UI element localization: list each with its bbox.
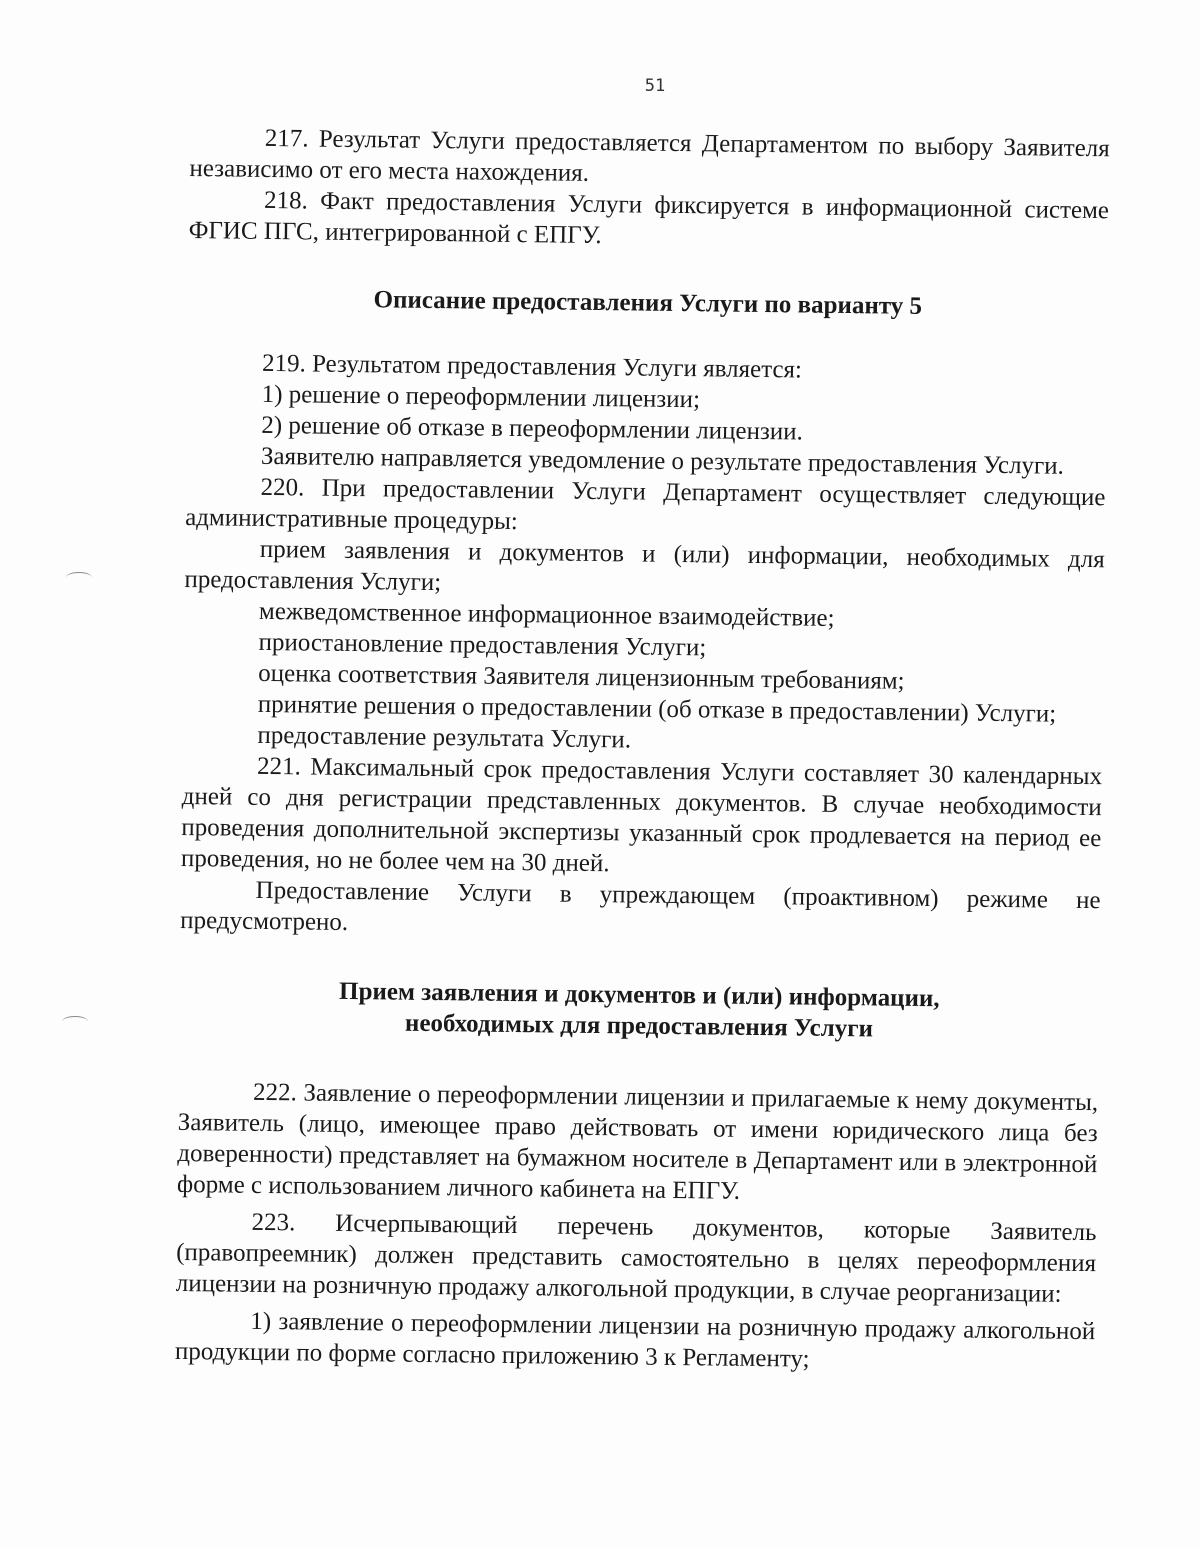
page-number: 51 [644, 76, 666, 96]
section-heading-line-2: необходимых для предоставления Услуги [404, 1009, 874, 1043]
list-item-decision-refusal: 2) решение об отказе в переоформлении лицензии. [261, 411, 804, 446]
paragraph-221: 221. Максимальный срок предоставления Услуги составляет 30 календарных дней со дня регистрации представленных документов. В случае необходимости проведения дополнительной экспертизы указанный срок продлевается на период ее проведения, но не более чем на 30 дней. [180, 752, 1103, 878]
paragraph-proactive: Предоставление Услуги в упреждающем (проактивном) режиме не предусмотрено. [180, 876, 1101, 936]
paragraph-218: 218. Факт предоставления Услуги фиксируется в информационной системе ФГИС ПГС, интегрированной с ЕПГУ. [188, 186, 1110, 250]
paragraph-222: 222. Заявление о переоформлении лицензии и прилагаемые к нему документы, Заявитель (лицо, имеющее право действовать от имени юридического лица без доверенности) представляет на бумажном носителе в Департамент или в электронной форме с использованием личного кабинета на ЕПГУ. [176, 1078, 1099, 1205]
section-heading-application [179, 974, 1100, 1047]
list-item-decision-reissue: 1) решение о переоформлении лицензии; [261, 380, 701, 414]
paragraph-217: 217. Результат Услуги предоставляется Департаментом по выбору Заявителя независимо от его места нахождения. [189, 124, 1110, 187]
paragraph-220: 220. При предоставлении Услуги Департамент осуществляет следующие административные процедуры: [185, 473, 1106, 536]
procedure-item-result: предоставление результата Услуги. [257, 721, 632, 754]
procedure-item-assessment: оценка соответствия Заявителя лицензионным требованиям; [258, 659, 905, 695]
procedure-item-suspension: приостановление предоставления Услуги; [258, 628, 707, 662]
list-item-application-form: 1) заявление о переоформлении лицензии на розничную продажу алкогольной продукции по форме согласно приложению 3 к Регламенту; [174, 1307, 1096, 1373]
paragraph-notification: Заявителю направляется уведомление о результате предоставления Услуги. [260, 442, 1065, 480]
scan-mark [66, 572, 92, 583]
paragraph-223: 223. Исчерпывающий перечень документов, которые Заявитель (правопреемник) должен представить самостоятельно в целях переоформления лицензии на розничную продажу алкогольной продукции, в случае реорганизации: [175, 1208, 1097, 1308]
procedure-item-interagency: межведомственное информационное взаимодействие; [258, 597, 835, 632]
section-heading-line-1: Прием заявления и документов и (или) информации, [338, 977, 940, 1013]
paragraph-219: 219. Результатом предоставления Услуги является: [261, 349, 803, 384]
procedure-item-decision: принятие решения о предоставлении (об отказе в предоставлении) Услуги; [257, 690, 1057, 728]
scan-mark [62, 1016, 88, 1027]
section-heading-variant-5: Описание предоставления Услуги по варианту 5 [373, 286, 923, 320]
procedure-item-application: прием заявления и документов и (или) информации, необходимых для предоставления Услуги; [184, 535, 1105, 597]
document-body [175, 122, 1110, 1378]
